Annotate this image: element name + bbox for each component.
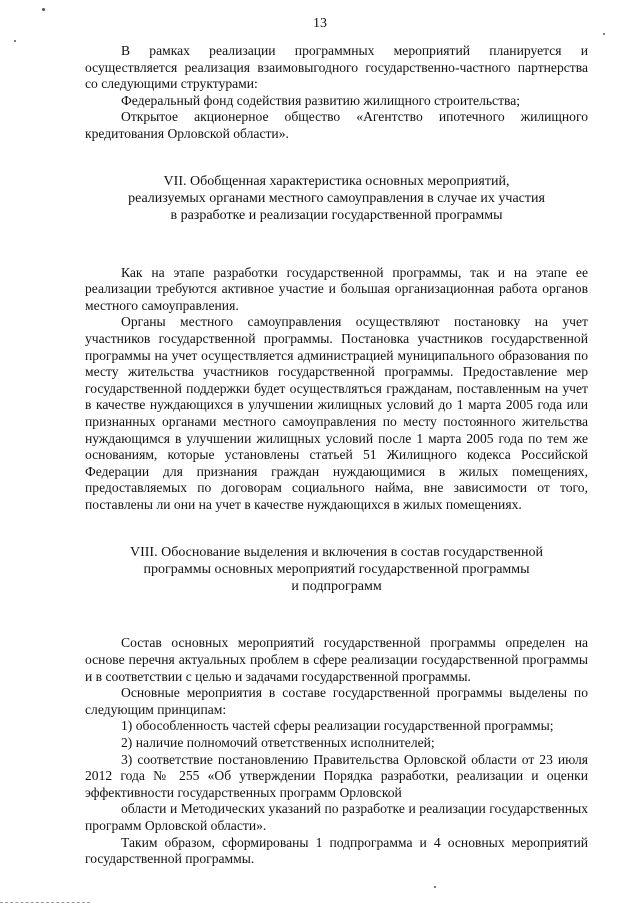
section-8-paragraph: Состав основных мероприятий государственной программы определен на основе перечня актуальных проблем в сфере реализации государственной программы и в соответствии с целью и задачами государственной программы. [85, 635, 588, 684]
heading-line: программы основных мероприятий государственной программы [143, 562, 530, 578]
scan-speck [603, 33, 605, 35]
section-7-paragraph: Как на этапе разработки государственной программы, так и на этапе ее реализации требуются активное участие и большая организационная работа органов местного самоуправления. [85, 264, 588, 313]
scan-speck [42, 8, 45, 11]
section-8-list-item: 3) соответствие постановлению Правительства Орловской области от 23 июля 2012 года № 255 «Об утверждении Порядка разработки, реализации и оценки эффективности государственных программ Орловской [85, 751, 588, 800]
heading-line: реализуемых органами местного самоуправления в случае их участия [128, 190, 545, 206]
section-8-paragraph: Основные мероприятия в составе государственной программы выделены по следующим принципам: [85, 685, 588, 717]
heading-line: VIII. Обоснование выделения и включения в состав государственной [130, 545, 543, 561]
section-7-heading [85, 173, 588, 224]
scan-speck [14, 40, 16, 42]
section-8-list-item: 1) обособленность частей сферы реализации государственной программы; [121, 718, 554, 734]
heading-line: и подпрограмм [291, 579, 382, 595]
section-8-list-item-continued: области и Методических указаний по разработке и реализации государственных программ Орловской области». [85, 801, 588, 833]
intro-paragraph: В рамках реализации программных мероприятий планируется и осуществляется реализация взаимовыгодного государственно-частного партнерства со следующими структурами: [85, 43, 588, 92]
heading-line: VII. Обобщенная характеристика основных мероприятий, [163, 173, 510, 189]
section-8-heading [85, 544, 588, 595]
scan-speck [434, 886, 436, 888]
scan-edge-line [0, 901, 90, 903]
section-8-list-item: 2) наличие полномочий ответственных исполнителей; [121, 735, 435, 751]
section-7-paragraph: Органы местного самоуправления осуществляют постановку на учет участников государственной программы. Постановка участников государственной программы на учет осуществляется администрацией муниципального образования по месту жительства участников государственной программы. Предоставление мер государственной поддержки будет осуществляться гражданам, поставленным на учет в качестве нуждающихся в улучшении жилищных условий до 1 марта 2005 года или признанных органами местного самоуправления по месту постоянного жительства нуждающимся в улучшении жилищных условий после 1 марта 2005 года по тем же основаниям, которые установлены статьей 51 Жилищного кодекса Российской Федерации для признания граждан нуждающимися в жилых помещениях, предоставляемых по договорам социального найма, вне зависимости от того, поставлены ли они на учет в качестве нуждающихся в жилых помещениях. [85, 314, 588, 512]
heading-line: в разработке и реализации государственной программы [170, 207, 503, 223]
intro-list-item: Федеральный фонд содействия развитию жилищного строительства; [121, 92, 521, 108]
document-body [85, 43, 588, 868]
intro-list-item: Открытое акционерное общество «Агентство ипотечного жилищного кредитования Орловской области». [85, 109, 588, 141]
section-8-paragraph: Таким образом, сформированы 1 подпрограмма и 4 основных мероприятий государственной программы. [85, 834, 588, 867]
page-number: 13 [313, 16, 327, 31]
